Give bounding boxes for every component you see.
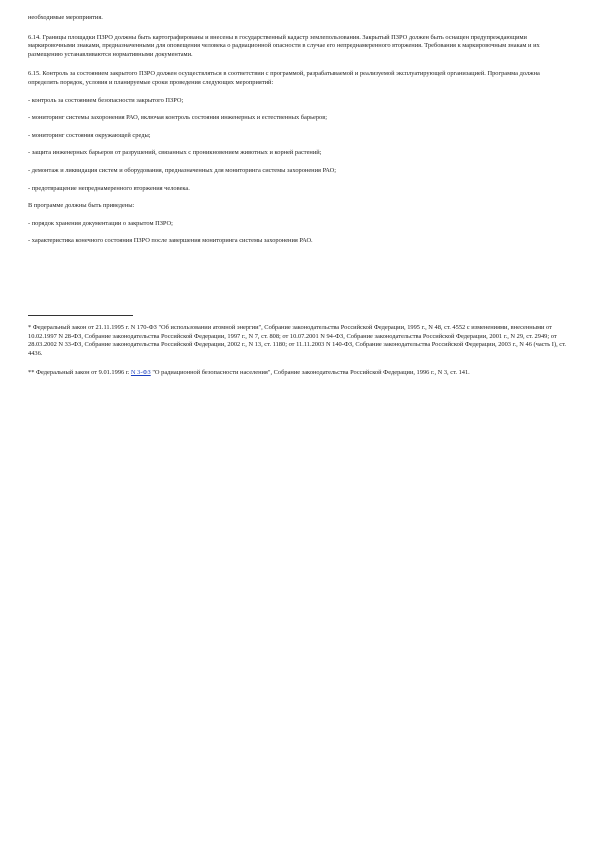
paragraph-6-14: 6.14. Границы площадки ПЗРО должны быть картографированы и внесены в государственный кадастр землепользования. Закрытый ПЗРО должен быть оснащен предупреждающими маркировочными знаками, предназначенными для оповещения человека о радиационной опасности в случае его непреднамеренного вторжения. Требования к маркировочным знакам и их размещению устанавливаются нормативными документами.	[28, 33, 540, 58]
paragraph-6-15: 6.15. Контроль за состоянием закрытого ПЗРО должен осуществляться в соответствии с программой, разрабатываемой и реализуемой эксплуатирующей организацией. Программа должна определять порядок, условия и планируемые сроки проведения следующих мероприятий:	[28, 70, 540, 86]
paragraph-program-contents: В программе должны быть приведены:	[28, 202, 135, 210]
list-item: - защита инженерных барьеров от разрушений, связанных с проникновением животных и корней растений;	[28, 149, 322, 157]
list-item: - демонтаж и ликвидация систем и оборудования, предназначенных для мониторинга системы захоронения РАО;	[28, 166, 336, 174]
footnote-separator	[28, 315, 133, 316]
footnotes	[28, 324, 568, 378]
list-item: - мониторинг системы захоронения РАО, включая контроль состояния инженерных и естественных барьеров;	[28, 114, 328, 122]
footnote-2	[28, 369, 568, 378]
footnote-2-text-end: "О радиационной безопасности населения", Собрание законодательства Российской Федерации, 1996 г., N 3, ст. 141.	[150, 369, 470, 377]
paragraph-intro-tail: необходимые мероприятия.	[28, 14, 103, 21]
list-item: - порядок хранения документации о закрытом ПЗРО;	[28, 219, 173, 227]
law-link[interactable]: N 3-ФЗ	[130, 369, 151, 377]
list-item: - характеристика конечного состояния ПЗРО после завершения мониторинга системы захоронения РАО.	[28, 237, 313, 245]
footnote-1: * Федеральный закон от 21.11.1995 г. N 170-ФЗ "Об использовании атомной энергии", Собрание законодательства Российской Федерации, 1995 г., N 48, ст. 4552 с изменениями, внесенными от 10.02.1997 N 28-ФЗ, Собрание законодательства Российской Федерации, 1997 г., N 7, ст. 808; от 10.07.2001 N 94-ФЗ, Собрание законодательства Российской Федерации, 2001 г., N 29, ст. 2949; от 28.03.2002 N 33-ФЗ, Собрание законодательства Российской Федерации, 2002 г., N 13, ст. 1180; от 11.11.2003 N 140-ФЗ, Собрание законодательства Российской Федерации, 2003 г., N 46 (часть I), ст. 4436.	[28, 324, 567, 357]
document-body	[28, 14, 568, 246]
list-item: - контроль за состоянием безопасности закрытого ПЗРО;	[28, 96, 184, 104]
list-item: - предотвращение непреднамеренного вторжения человека.	[28, 184, 190, 192]
footnote-2-text-start: ** Федеральный закон от 9.01.1996 г.	[28, 369, 131, 377]
list-item: - мониторинг состояния окружающей среды;	[28, 131, 151, 139]
